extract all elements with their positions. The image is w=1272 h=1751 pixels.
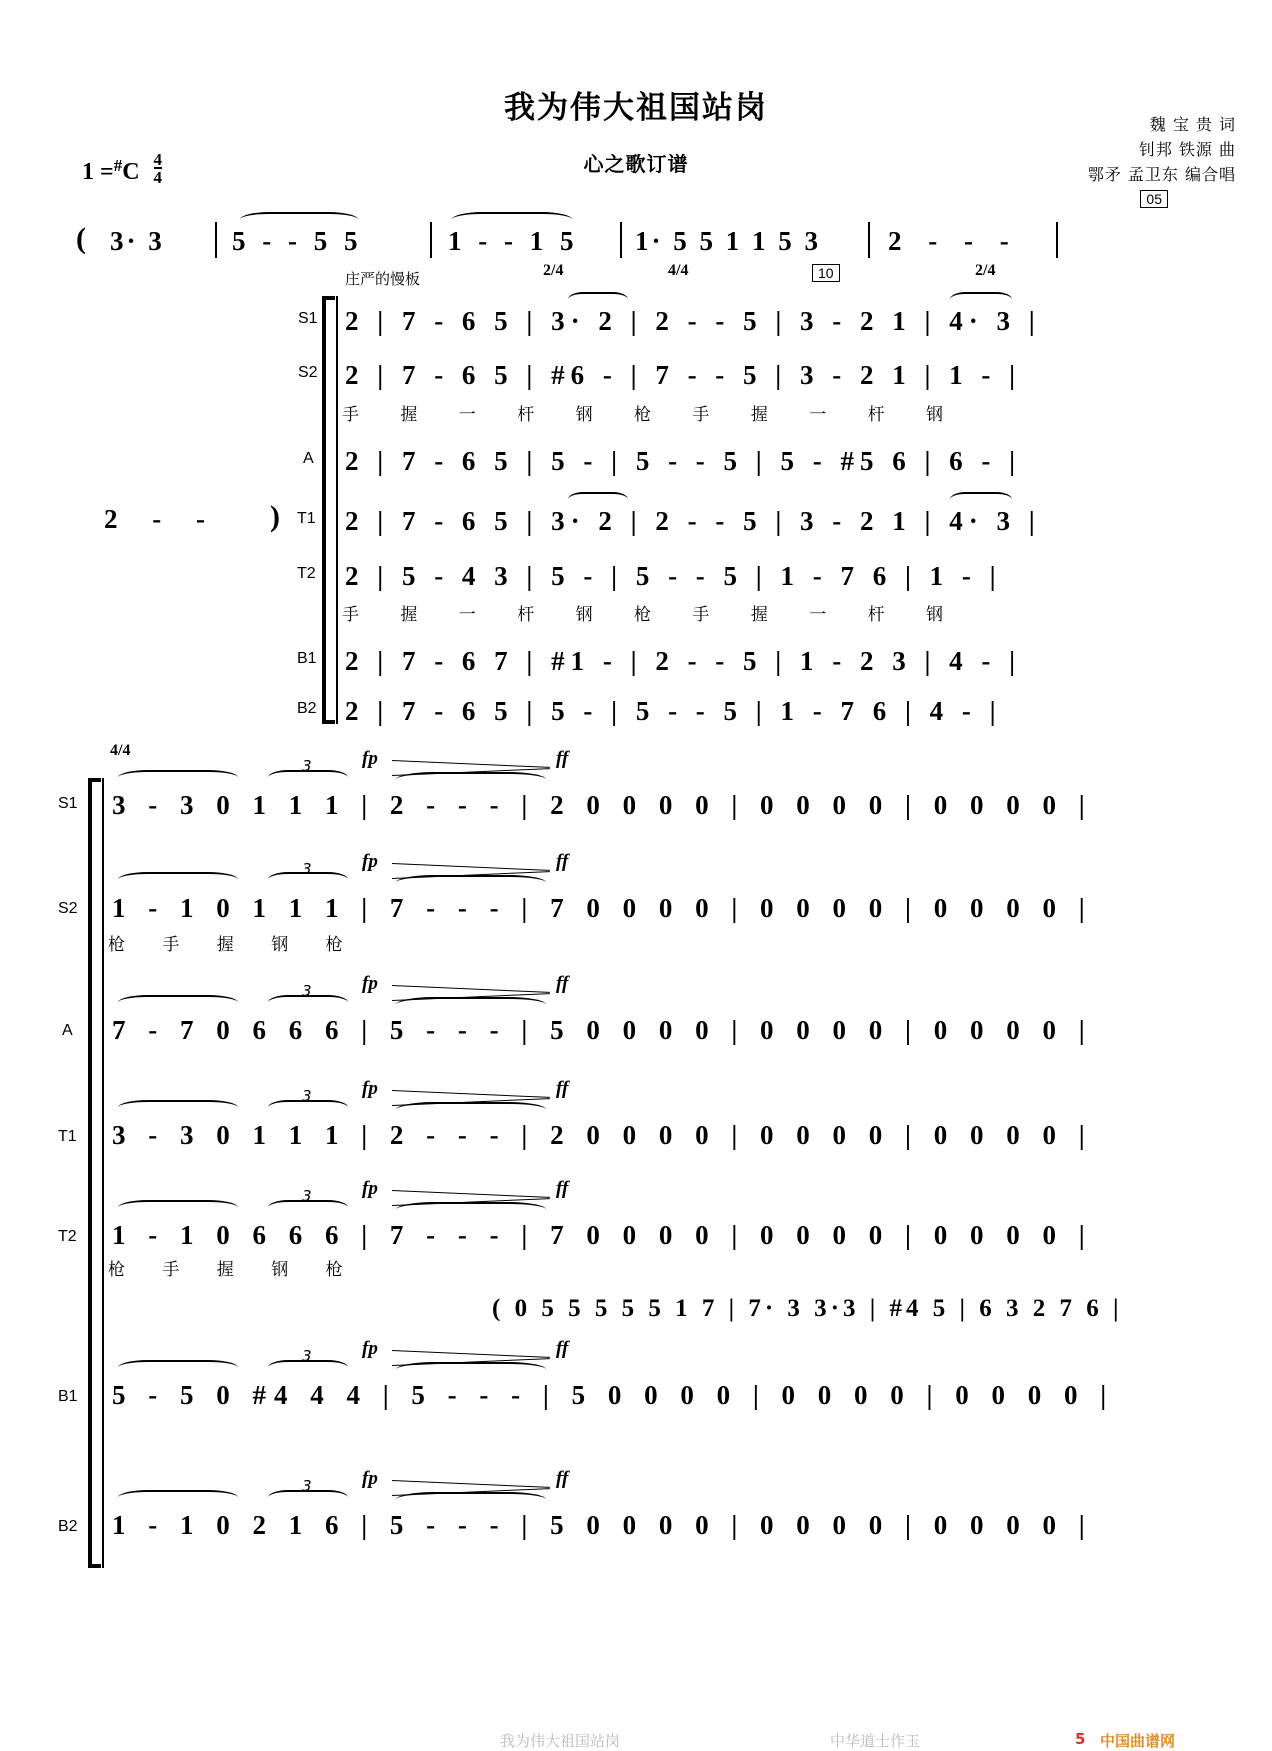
slur (240, 212, 358, 227)
triplet-mark: 3 (302, 1347, 312, 1365)
meter-4-4-b: 4/4 (110, 742, 131, 759)
slur (118, 872, 238, 887)
part-label-t2: T2 (58, 1228, 77, 1245)
footer-brand-mark: 5 (1075, 1730, 1086, 1748)
footer-left-text: 我为伟大祖国站岗 (500, 1732, 621, 1750)
part-label-a: A (62, 1022, 73, 1039)
intro-measure-6: 2 - - (104, 504, 219, 534)
part-label-s1: S1 (58, 795, 78, 812)
intro-measure-4: 1· 5 5 1 1 5 3 (635, 226, 822, 256)
credits (1006, 112, 1236, 187)
slur (118, 1200, 238, 1215)
system-2-part-b2-notes: 1 - 1 0 2 1 6 | 5 - - - | 5 0 0 0 0 | 0 0 0 0 | 0 0 0 0 | (112, 1510, 1093, 1540)
dynamic-fp: fp (362, 1468, 378, 1489)
rehearsal-mark-05: 05 (1140, 190, 1168, 208)
dynamic-ff: ff (556, 1178, 569, 1199)
key-accidental: # (113, 156, 123, 175)
credit-line-3: 鄂矛 孟卫东 编合唱 (1087, 165, 1236, 184)
system-1-part-b1-notes: 2 | 7 - 6 7 | #1 - | 2 - - 5 | 1 - 2 3 | 4 - | (345, 646, 1022, 676)
page-subtitle: 心之歌订谱 (583, 152, 689, 176)
system-1-part-b2-notes: 2 | 7 - 6 5 | 5 - | 5 - - 5 | 1 - 7 6 | 4 - | (345, 696, 1002, 726)
part-label-b2: B2 (58, 1518, 78, 1535)
triplet-mark: 3 (302, 982, 312, 1000)
intro-close-paren: ) (270, 500, 280, 533)
system-1-part-s2-notes: 2 | 7 - 6 5 | #6 - | 7 - - 5 | 3 - 2 1 | 1 - | (345, 360, 1022, 390)
slur (950, 292, 1012, 307)
key-label: 1 = (82, 159, 114, 185)
credit-line-2: 钊邦 铁源 曲 (1138, 140, 1236, 159)
dynamic-ff: ff (556, 1078, 569, 1099)
part-label-s2: S2 (58, 900, 78, 917)
system-2-part-b1-notes: 5 - 5 0 #4 4 4 | 5 - - - | 5 0 0 0 0 | 0 0 0 0 | 0 0 0 0 | (112, 1380, 1115, 1410)
dynamic-ff: ff (556, 1468, 569, 1489)
dynamic-fp: fp (362, 851, 378, 872)
slur (396, 1492, 546, 1507)
system-2-part-t2-notes: 1 - 1 0 6 6 6 | 7 - - - | 7 0 0 0 0 | 0 0 0 0 | 0 0 0 0 | (112, 1220, 1093, 1250)
part-label-t1: T1 (58, 1128, 77, 1145)
system-2-part-s2-notes: 1 - 1 0 1 1 1 | 7 - - - | 7 0 0 0 0 | 0 0 0 0 | 0 0 0 0 | (112, 893, 1093, 923)
system-2-part-s1-notes: 3 - 3 0 1 1 1 | 2 - - - | 2 0 0 0 0 | 0 0 0 0 | 0 0 0 0 | (112, 790, 1093, 820)
time-top: 4 (153, 150, 163, 169)
barline (430, 222, 432, 258)
system-1-part-t2-lyrics: 手 握 一 杆 钢 枪 手 握 一 杆 钢 (342, 605, 962, 625)
rehearsal-mark-10: 10 (812, 264, 840, 282)
slur (118, 770, 238, 785)
part-label-a: A (303, 450, 314, 467)
system-line (336, 296, 338, 724)
part-label-b1: B1 (58, 1388, 78, 1405)
system-2-part-t2-lyrics: 枪 手 握 钢 枪 (108, 1260, 359, 1280)
triplet-mark: 3 (302, 1087, 312, 1105)
triplet-mark: 3 (302, 860, 312, 878)
system-1-part-a-notes: 2 | 7 - 6 5 | 5 - | 5 - - 5 | 5 - #5 6 | 6 - | (345, 446, 1022, 476)
page-title: 我为伟大祖国站岗 (504, 90, 768, 126)
footer-brand-name: 中国曲谱网 (1100, 1732, 1176, 1750)
slur (118, 1100, 238, 1115)
intro-measure-1: 3· 3 (110, 226, 165, 256)
time-bottom: 4 (153, 168, 163, 187)
intro-open-paren: ( (76, 222, 86, 255)
slur (568, 492, 628, 507)
part-label-s1: S1 (298, 310, 318, 327)
system-brace-2 (88, 778, 92, 1568)
dynamic-fp: fp (362, 1178, 378, 1199)
meter-2-4-a: 2/4 (543, 262, 564, 279)
triplet-mark: 3 (302, 1187, 312, 1205)
credit-line-1: 魏 宝 贵 词 (1149, 115, 1236, 134)
dynamic-fp: fp (362, 973, 378, 994)
slur (118, 1360, 238, 1375)
triplet-mark: 3 (302, 1477, 312, 1495)
slur (396, 875, 546, 890)
dynamic-fp: fp (362, 748, 378, 769)
slur (396, 1362, 546, 1377)
dynamic-ff: ff (556, 1338, 569, 1359)
slur (396, 772, 546, 787)
barline (620, 222, 622, 258)
system-1-part-t1-notes: 2 | 7 - 6 5 | 3· 2 | 2 - - 5 | 3 - 2 1 | 4· 3 | (345, 506, 1041, 536)
system-1-part-s2-lyrics: 手 握 一 杆 钢 枪 手 握 一 杆 钢 (342, 405, 962, 425)
slur (396, 1202, 546, 1217)
system-line-2 (102, 778, 104, 1568)
system-brace (322, 296, 326, 724)
part-label-t2: T2 (297, 565, 316, 582)
key-signature (82, 152, 162, 186)
triplet-mark: 3 (302, 757, 312, 775)
interlude-cue: ( 0 5 5 5 5 5 1 7 | 7· 3 3·3 | #4 5 | 6 3 2 7 6 | (492, 1295, 1123, 1322)
system-2-part-s2-lyrics: 枪 手 握 钢 枪 (108, 935, 359, 955)
part-label-b2: B2 (297, 700, 317, 717)
dynamic-fp: fp (362, 1078, 378, 1099)
slur (396, 997, 546, 1012)
meter-2-4-b: 2/4 (975, 262, 996, 279)
barline (215, 222, 217, 258)
dynamic-fp: fp (362, 1338, 378, 1359)
part-label-s2: S2 (298, 364, 318, 381)
dynamic-ff: ff (556, 851, 569, 872)
dynamic-ff: ff (556, 748, 569, 769)
system-2-part-t1-notes: 3 - 3 0 1 1 1 | 2 - - - | 2 0 0 0 0 | 0 0 0 0 | 0 0 0 0 | (112, 1120, 1093, 1150)
intro-measure-5: 2 - - - (888, 226, 1019, 256)
slur (118, 1490, 238, 1505)
slur (568, 292, 628, 307)
part-label-t1: T1 (297, 510, 316, 527)
barline (868, 222, 870, 258)
part-label-b1: B1 (297, 650, 317, 667)
dynamic-ff: ff (556, 973, 569, 994)
slur (452, 212, 572, 227)
tempo-marking: 庄严的慢板 (345, 270, 421, 288)
slur (118, 995, 238, 1010)
key-value: C (122, 159, 140, 185)
intro-measure-3: 1 - - 1 5 (448, 226, 579, 256)
slur (950, 492, 1012, 507)
slur (396, 1102, 546, 1117)
system-1-part-s1-notes: 2 | 7 - 6 5 | 3· 2 | 2 - - 5 | 3 - 2 1 | 4· 3 | (345, 306, 1041, 336)
meter-4-4-a: 4/4 (668, 262, 689, 279)
system-2-part-a-notes: 7 - 7 0 6 6 6 | 5 - - - | 5 0 0 0 0 | 0 0 0 0 | 0 0 0 0 | (112, 1015, 1093, 1045)
intro-measure-2: 5 - - 5 5 (232, 226, 363, 256)
time-signature (154, 152, 163, 185)
system-1-part-t2-notes: 2 | 5 - 4 3 | 5 - | 5 - - 5 | 1 - 7 6 | 1 - | (345, 561, 1002, 591)
barline (1056, 222, 1058, 258)
footer-right-text: 中华道士作玉 (830, 1732, 921, 1750)
